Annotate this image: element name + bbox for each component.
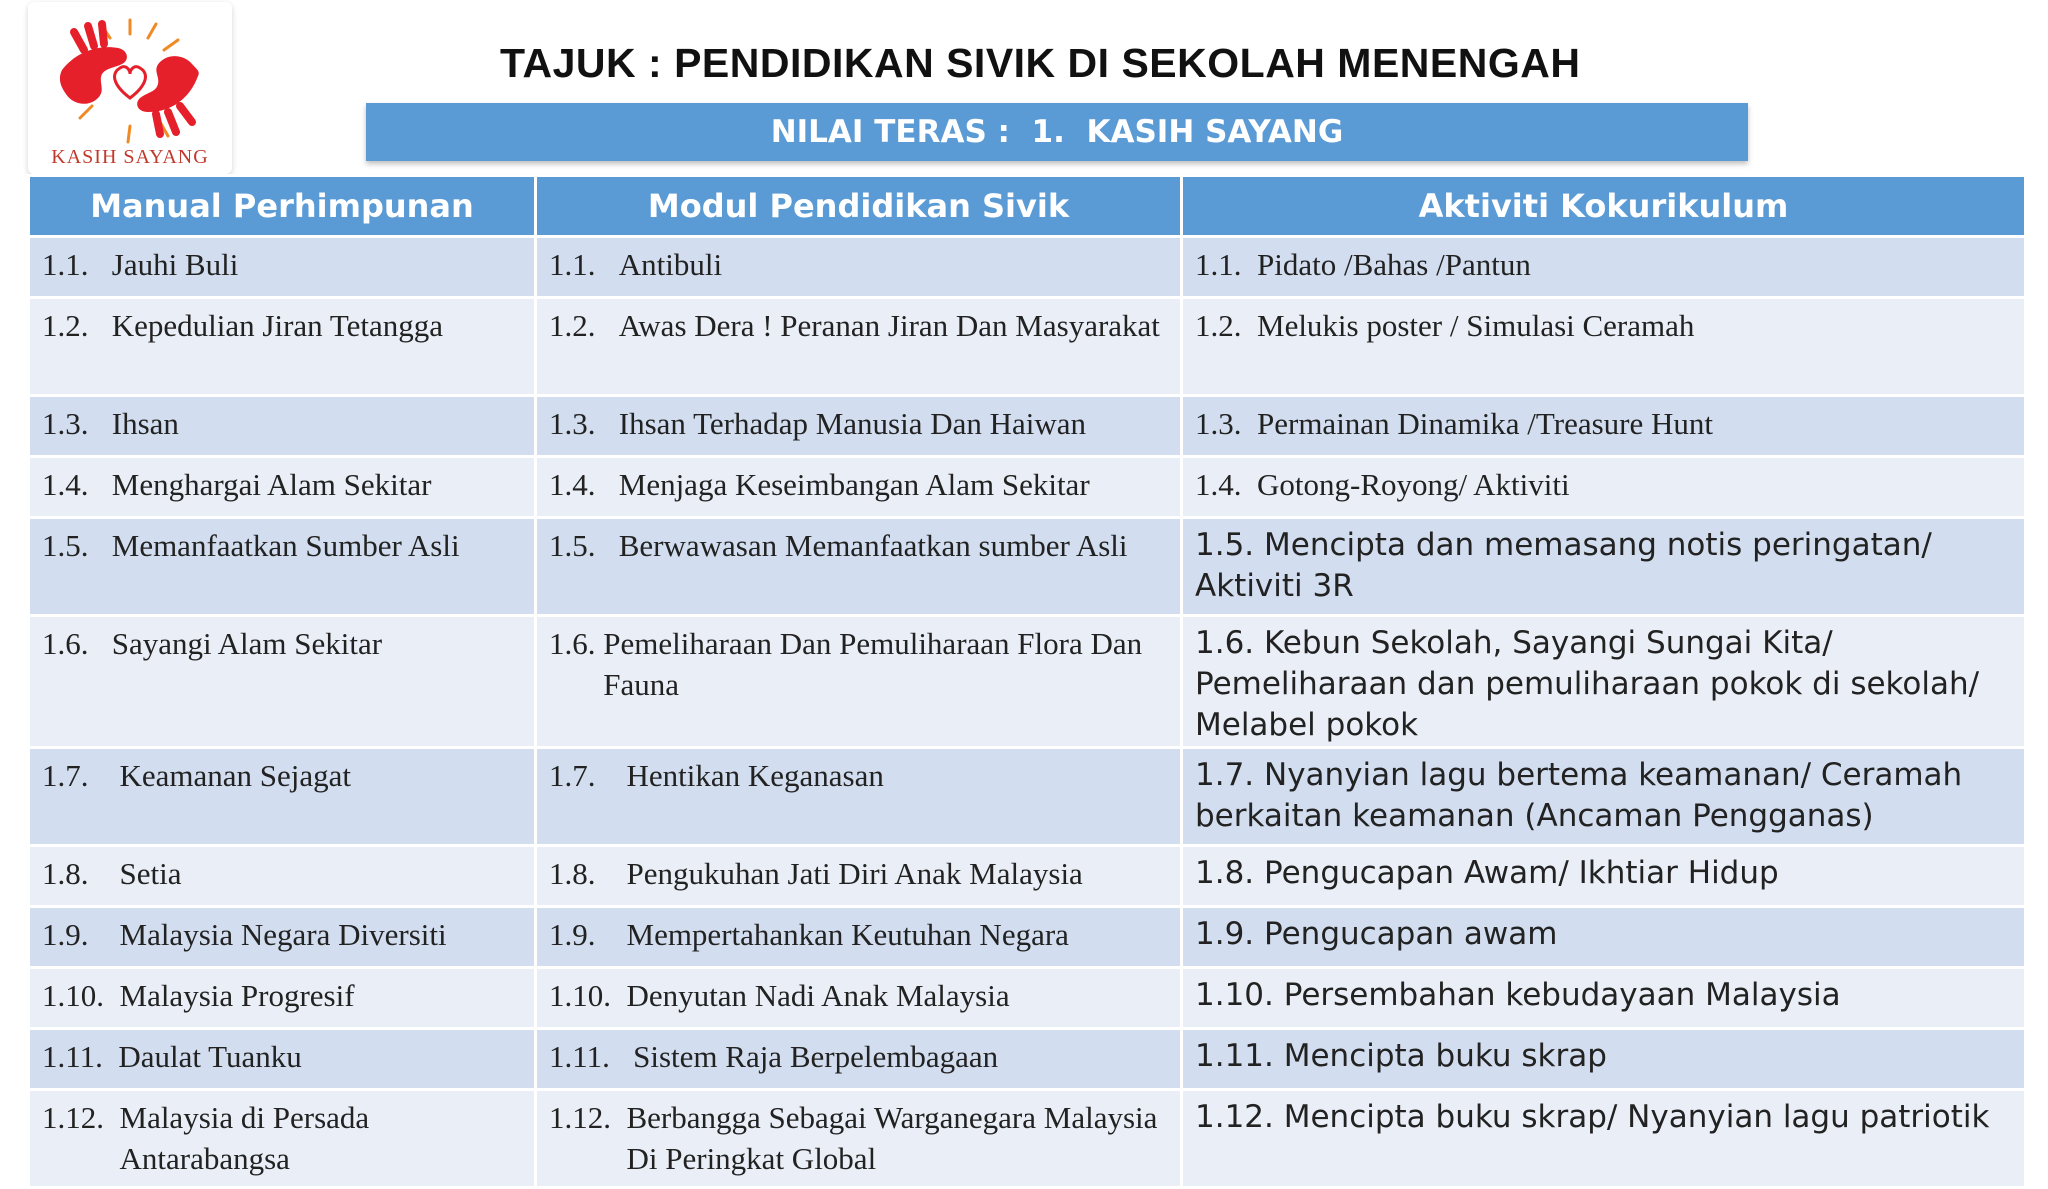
table-row [29, 457, 2026, 518]
item-text: Malaysia di Persada Antarabangsa [119, 1100, 370, 1176]
item-text: Menjaga Keseimbangan Alam Sekitar [618, 467, 1090, 502]
table-row [29, 846, 2026, 907]
cell-modul [536, 1090, 1182, 1188]
cell-aktiviti [1182, 616, 2026, 748]
item-text: Malaysia Progresif [119, 978, 355, 1013]
table-row [29, 748, 2026, 846]
item-text: Memanfaatkan Sumber Asli [111, 528, 460, 563]
item-number: 1.4. [1195, 467, 1257, 502]
item-text: 1.5. Mencipta dan memasang notis peringatan/ Aktiviti 3R [1195, 527, 1932, 604]
cell-manual [29, 457, 536, 518]
cell-aktiviti [1182, 968, 2026, 1029]
item-text: Berwawasan Memanfaatkan sumber Asli [618, 528, 1128, 563]
item-text: Sistem Raja Berpelembagaan [633, 1039, 999, 1074]
item-number: 1.12. [549, 1100, 627, 1135]
cell-modul [536, 968, 1182, 1029]
item-number: 1.10. [42, 978, 120, 1013]
table-header-row [29, 176, 2026, 237]
item-text: 1.12. Mencipta buku skrap/ Nyanyian lagu patriotik [1195, 1099, 1990, 1135]
item-number: 1.2. [42, 308, 112, 343]
item-text: Gotong-Royong/ Aktiviti [1257, 467, 1570, 502]
cell-manual [29, 1090, 536, 1188]
cell-aktiviti [1182, 298, 2026, 396]
cell-aktiviti [1182, 1029, 2026, 1090]
item-text: 1.11. Mencipta buku skrap [1195, 1038, 1607, 1074]
table-row [29, 298, 2026, 396]
cell-modul [536, 237, 1182, 298]
cell-manual [29, 1029, 536, 1090]
core-value-banner: NILAI TERAS : 1. KASIH SAYANG [366, 103, 1748, 161]
item-text: Berbangga Sebagai Warganegara Malaysia Di Peringkat Global [626, 1100, 1158, 1176]
item-number: 1.5. [549, 528, 619, 563]
item-text: Pemeliharaan Dan Pemuliharaan Flora Dan Fauna [603, 626, 1143, 702]
item-text: Antibuli [618, 247, 723, 282]
item-number: 1.4. [549, 467, 619, 502]
cell-manual [29, 968, 536, 1029]
item-text: Menghargai Alam Sekitar [111, 467, 432, 502]
cell-modul [536, 846, 1182, 907]
cell-aktiviti [1182, 1090, 2026, 1188]
item-number: 1.9. [549, 917, 627, 952]
column-header-modul: Modul Pendidikan Sivik [536, 176, 1182, 237]
page-title: TAJUK : PENDIDIKAN SIVIK DI SEKOLAH MENENGAH [500, 40, 1581, 86]
kasih-sayang-logo [28, 2, 232, 174]
item-number: 1.1. [1195, 247, 1257, 282]
item-number: 1.3. [1195, 406, 1257, 441]
item-number: 1.8. [549, 856, 627, 891]
table-row [29, 616, 2026, 748]
table-row [29, 237, 2026, 298]
item-number: 1.3. [549, 406, 619, 441]
item-number: 1.2. [549, 308, 619, 343]
cell-aktiviti [1182, 237, 2026, 298]
item-number: 1.8. [42, 856, 120, 891]
table-row [29, 1090, 2026, 1188]
cell-modul [536, 396, 1182, 457]
civics-table [27, 174, 2027, 1189]
item-text: Sayangi Alam Sekitar [111, 626, 383, 661]
item-number: 1.12. [42, 1100, 120, 1135]
item-number: 1.1. [549, 247, 619, 282]
logo-text: KASIH SAYANG [51, 146, 209, 168]
item-text: Permainan Dinamika /Treasure Hunt [1257, 406, 1714, 441]
cell-manual [29, 298, 536, 396]
item-text: Hentikan Keganasan [626, 758, 884, 793]
item-text: Ihsan [111, 406, 179, 441]
item-number: 1.11. [42, 1039, 119, 1074]
cell-manual [29, 748, 536, 846]
cell-manual [29, 846, 536, 907]
item-text: Mempertahankan Keutuhan Negara [626, 917, 1069, 952]
item-text: 1.6. Kebun Sekolah, Sayangi Sungai Kita/ Pemeliharaan dan pemuliharaan pokok di sekolah/ Melabel pokok [1195, 625, 1980, 743]
item-text: Pengukuhan Jati Diri Anak Malaysia [626, 856, 1083, 891]
item-text: Melukis poster / Simulasi Ceramah [1257, 308, 1695, 343]
column-header-aktiviti: Aktiviti Kokurikulum [1182, 176, 2026, 237]
hands-heart-icon [44, 14, 216, 146]
cell-aktiviti [1182, 396, 2026, 457]
cell-manual [29, 396, 536, 457]
item-number: 1.5. [42, 528, 112, 563]
item-number: 1.7. [42, 758, 120, 793]
cell-manual [29, 907, 536, 968]
cell-modul [536, 298, 1182, 396]
item-text: Awas Dera ! Peranan Jiran Dan Masyarakat [618, 308, 1160, 343]
item-text: Keamanan Sejagat [119, 758, 352, 793]
item-text: Jauhi Buli [111, 247, 239, 282]
cell-aktiviti [1182, 846, 2026, 907]
item-number: 1.2. [1195, 308, 1257, 343]
item-text: 1.9. Pengucapan awam [1195, 916, 1558, 952]
item-text: 1.7. Nyanyian lagu bertema keamanan/ Ceramah berkaitan keamanan (Ancaman Pengganas) [1195, 757, 1963, 834]
item-number: 1.9. [42, 917, 120, 952]
item-number: 1.1. [42, 247, 112, 282]
table-row [29, 396, 2026, 457]
cell-aktiviti [1182, 748, 2026, 846]
cell-modul [536, 907, 1182, 968]
item-number: 1.7. [549, 758, 627, 793]
item-text: Daulat Tuanku [118, 1039, 302, 1074]
cell-modul [536, 1029, 1182, 1090]
cell-modul [536, 616, 1182, 748]
cell-aktiviti [1182, 907, 2026, 968]
item-number: 1.6. [42, 626, 112, 661]
item-number: 1.10. [549, 978, 627, 1013]
cell-modul [536, 748, 1182, 846]
column-header-manual: Manual Perhimpunan [29, 176, 536, 237]
table-body [29, 237, 2026, 1188]
item-number: 1.3. [42, 406, 112, 441]
item-number: 1.11. [549, 1039, 634, 1074]
item-text: Pidato /Bahas /Pantun [1257, 247, 1531, 282]
item-text: 1.10. Persembahan kebudayaan Malaysia [1195, 977, 1841, 1013]
cell-aktiviti [1182, 518, 2026, 616]
cell-manual [29, 518, 536, 616]
cell-manual [29, 616, 536, 748]
cell-manual [29, 237, 536, 298]
item-text: Denyutan Nadi Anak Malaysia [626, 978, 1010, 1013]
item-number: 1.6. [549, 626, 604, 661]
cell-modul [536, 457, 1182, 518]
table-row [29, 1029, 2026, 1090]
item-text: Ihsan Terhadap Manusia Dan Haiwan [618, 406, 1087, 441]
item-text: 1.8. Pengucapan Awam/ Ikhtiar Hidup [1195, 855, 1779, 891]
item-number: 1.4. [42, 467, 112, 502]
table-row [29, 968, 2026, 1029]
item-text: Kepedulian Jiran Tetangga [111, 308, 444, 343]
item-text: Malaysia Negara Diversiti [119, 917, 447, 952]
cell-modul [536, 518, 1182, 616]
table-row [29, 907, 2026, 968]
table-row [29, 518, 2026, 616]
item-text: Setia [119, 856, 182, 891]
cell-aktiviti [1182, 457, 2026, 518]
